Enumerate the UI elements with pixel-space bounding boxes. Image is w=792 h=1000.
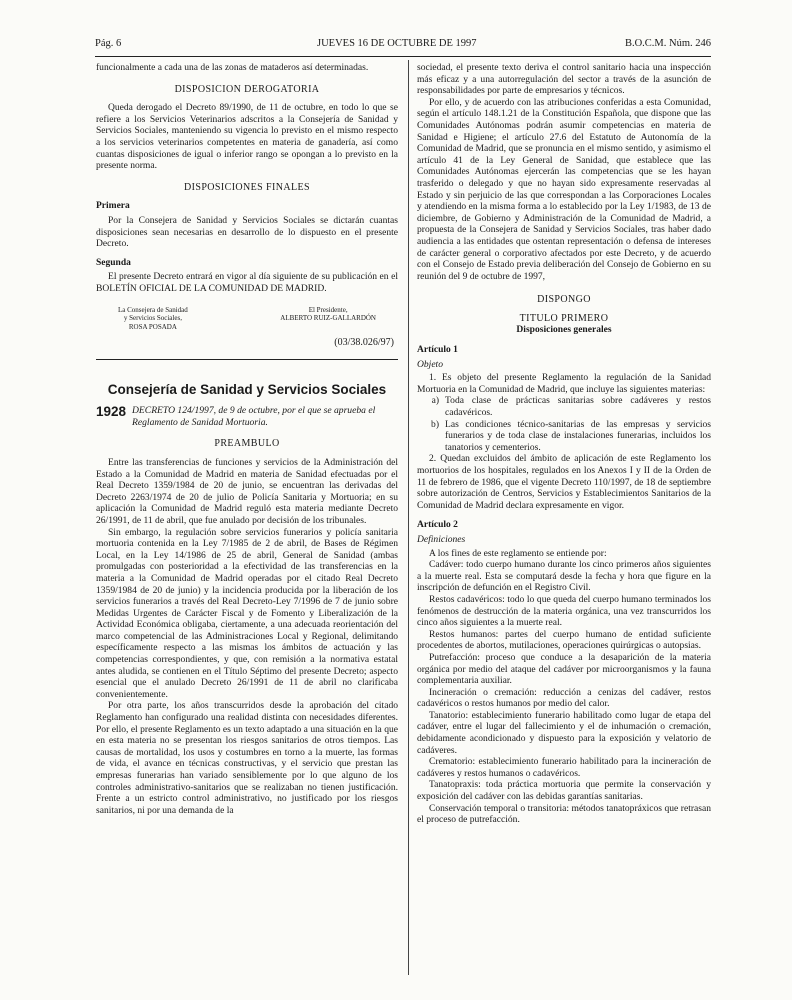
right-column (417, 62, 711, 826)
article-1-paragraph: 2. Quedan excluidos del ámbito de aplicación de este Reglamento los mortuorios de los hospitales, regulados en los Anexos I y II de la Orden de 11 de febrero de 1986, que el vigente Decreto 110/1997, de 18 de septiembre sobre autorización de Centros, Servicios y Establecimientos Sanitarios de la Comunidad de Madrid declara expresamente en vigor. (417, 453, 711, 511)
signature-line: El Presidente, (308, 305, 348, 314)
derogatoria-text: Queda derogado el Decreto 89/1990, de 11 de octubre, en todo lo que se refiere a los Servicios Veterinarios adscritos a la Consejería de Sanidad y Servicios Sociales, manteniendo su vigencia lo previsto en el mismo respecto a los servicios veterinarios competentes en materia de ganadería, así como cuantas disposiciones de igual o inferior rango se opongan a lo previsto en la presente norma. (96, 102, 398, 172)
list-item-label: a) (431, 395, 439, 407)
dispongo-heading: DISPONGO (537, 294, 591, 306)
signature-line: y Servicios Sociales, (123, 314, 182, 322)
preambulo-title: PREAMBULO (214, 438, 280, 450)
list-item-label: b) (431, 418, 439, 430)
list-item-text: Toda clase de prácticas sanitarias sobre cadáveres y restos cadavéricos. (445, 395, 711, 419)
decreto-title: DECRETO 124/1997, de 9 de octubre, por el que se aprueba el Reglamento de Sanidad Mortuoria. (132, 405, 376, 428)
decreto-number: 1928 (96, 404, 127, 420)
list-item-text: Las condiciones técnico-sanitarias de las empresas y servicios funerarios y de toda clase de instalaciones funerarias, incluidos los tanatorios y cementerios. (445, 418, 711, 453)
titulo-heading: TITULO PRIMERO (519, 312, 609, 324)
preambulo-paragraph: Por otra parte, los años transcurridos desde la aprobación del citado Reglamento han configurado una realidad distinta con necesidades diferentes. Por ello, el presente Reglamento es un texto adaptado a una situación en la que en esta materia no se presentan los riesgos sanitarios de otros tiempos. Las causas de mortalidad, los usos y costumbres en torno a la muerte, las formas de vida, el avance en técnicas constructivas, y el servicio que prestan las empresas funerarias han variado sensiblemente por lo que alguno de los controles administrativo-sanitarios que se realizaban no tienen justificación. Frente a un estricto control administrativo, no justificado por los riesgos sanitarios, ni por una demanda de la (96, 700, 398, 816)
titulo-subheading: Disposiciones generales (516, 324, 612, 336)
list-item (417, 395, 711, 418)
reference-code: (03/38.026/97) (334, 337, 394, 348)
article-1-paragraph: 1. Es objeto del presente Reglamento la regulación de la Sanidad Mortuoria en la Comunidad de Madrid, que incluye las siguientes materias: (417, 372, 711, 395)
column-divider (408, 60, 409, 975)
article-2-label: Artículo 2 (417, 520, 458, 531)
definition-paragraph: Putrefacción: proceso que conduce a la desaparición de la materia orgánica por medio del ataque del cadáver por microorganismos y la fauna complementaria auxiliar. (417, 651, 711, 687)
issue-date: JUEVES 16 DE OCTUBRE DE 1997 (317, 38, 477, 49)
page-number: Pág. 6 (95, 38, 122, 49)
primera-label: Primera (96, 201, 130, 212)
definition-paragraph: Restos humanos: partes del cuerpo humano de entidad suficiente procedentes de abortos, mutilaciones, operaciones quirúrgicas o autopsias. (417, 628, 711, 652)
header-rule (95, 56, 711, 57)
article-1-label: Artículo 1 (417, 345, 458, 356)
signature-presidente (280, 306, 376, 332)
definition-paragraph: Incineración o cremación: reducción a cenizas del cadáver, restos cadavéricos o restos humanos por medio del calor. (417, 686, 711, 710)
primera-text: Por la Consejera de Sanidad y Servicios Sociales se dictarán cuantas disposiciones sean necesarias en desarrollo de lo dispuesto en el presente Decreto. (96, 214, 398, 250)
signature-line: ALBERTO RUIZ-GALLARDÓN (280, 314, 376, 322)
finales-title: DISPOSICIONES FINALES (184, 181, 310, 193)
preambulo-paragraph: Sin embargo, la regulación sobre servicios funerarios y policía sanitaria mortuoria contenida en la Ley 7/1985 de 2 de abril, de Bases de Régimen Local, en la Ley 14/1986 de 25 de abril, General de Sanidad (ambas promulgadas con posterioridad a la efectividad de las transferencias en la materia a la Comunidad de Madrid operadas por el citado Real Decreto 1359/1984 de 20 de junio) y la incidencia producida por la liberación de los servicios funerarios a través del Real Decreto-Ley 7/1996 de 7 de junio sobre Medidas Urgentes de Carácter Fiscal y de Fomento y Liberalización de la Actividad Económica obligaba, ciertamente, a una adecuada reorientación del marco competencial de las Administraciones Local y Regional, delimitando específicamente respecto a las mismas los ámbitos de actuación y las competencias correspondientes, y que, con remisión a la normativa estatal antes aludida, se contienen en el Título Séptimo del presente Decreto; aspecto esencial que el anulado Decreto 26/1991 de 11 de abril no clarificaba convenientemente. (96, 526, 398, 700)
article-1-subtitle: Objeto (417, 358, 443, 370)
consejeria-heading: Consejería de Sanidad y Servicios Sociales (107, 381, 387, 397)
left-column (96, 62, 398, 816)
signature-consejera (118, 306, 188, 332)
page-header (95, 38, 711, 52)
decreto-heading (96, 405, 398, 428)
signatures (118, 306, 376, 332)
signature-line: La Consejera de Sanidad (118, 305, 188, 314)
body-paragraph: sociedad, el presente texto deriva el control sanitario hacia una inspección más eficaz y a una autorregulación del sector a través de la asunción de responsabilidades por parte de empresarios y técnicos. (417, 62, 711, 97)
definition-paragraph: Crematorio: establecimiento funerario habilitado para la incineración de cadáveres y restos humanos o cadavéricos. (417, 756, 711, 779)
article-2-intro: A los fines de este reglamento se entiende por: (429, 547, 607, 559)
segunda-text: El presente Decreto entrará en vigor al día siguiente de su publicación en el BOLETÍN OFICIAL DE LA COMUNIDAD DE MADRID. (96, 271, 398, 294)
list-item (417, 419, 711, 454)
signature-line: ROSA POSADA (128, 322, 177, 331)
intro-text: funcionalmente a cada una de las zonas de mataderos así determinadas. (96, 62, 369, 73)
derogatoria-title: DISPOSICION DEROGATORIA (174, 83, 320, 95)
definition-paragraph: Conservación temporal o transitoria: métodos tanatopráxicos que retrasan el proceso de putrefacción. (417, 802, 711, 826)
segunda-label: Segunda (96, 257, 131, 268)
body-paragraph: Por ello, y de acuerdo con las atribuciones conferidas a esta Comunidad, según el artículo 148.1.21 de la Constitución Española, que dispone que las Comunidades Autónomas podrán asumir competencias en materia de Sanidad e Higiene; el artículo 27.6 del Estatuto de Autonomía de la Comunidad de Madrid, que se pronuncia en el mismo sentido, y asimismo el artículo 41 de la Ley General de Sanidad, que establece que las Comunidades Autónomas ejercerán las competencias que se les hayan trasferido o delegado y que no hayan sido expresamente reservadas al Estado y sin perjuicio de las que correspondan a las Corporaciones Locales y atendiendo en la misma forma a lo establecido por la Ley 1/1983, de 13 de diciembre, de Gobierno y Administración de la Comunidad de Madrid, a propuesta de la Consejera de Sanidad y Servicios Sociales, tras haber dado audiencia a las entidades que ostentan representación o defensa de intereses de carácter general o corporativo afectados por este Decreto, y de acuerdo con el Consejo de Estado previa deliberación del Consejo de Gobierno en su reunión del 9 de octubre de 1997, (417, 96, 711, 282)
definition-paragraph: Restos cadavéricos: todo lo que queda del cuerpo humano terminados los fenómenos de destrucción de la materia orgánica, una vez transcurridos los cinco años siguientes a la muerte real. (417, 593, 711, 629)
article-2-subtitle: Definiciones (417, 533, 466, 545)
journal-issue: B.O.C.M. Núm. 246 (624, 38, 711, 49)
definition-paragraph: Tanatorio: establecimiento funerario habilitado como lugar de etapa del cadáver, entre el lugar del fallecimiento y el de inhumación o cremación, debidamente acondicionado y dispuesto para la exposición y velatorio de cadáveres. (417, 709, 711, 756)
definition-paragraph: Cadáver: todo cuerpo humano durante los cinco primeros años siguientes a la muerte real. Esta se computará desde la fecha y hora que figure en la inscripción de defunción en el Registro Civil. (417, 559, 711, 594)
definition-paragraph: Tanatopraxis: toda práctica mortuoria que permite la conservación y exposición del cadáver con las debidas garantías sanitarias. (417, 779, 711, 803)
preambulo-paragraph: Entre las transferencias de funciones y servicios de la Administración del Estado a la Comunidad de Madrid en materia de Sanidad efectuadas por el Real Decreto 1359/1984 de 20 de junio, se encuentran las derivadas del Decreto 2263/1974 de 20 de julio de Policía Sanitaria y Mortuoria; en su aplicación la Comunidad de Madrid reguló esta materia mediante Decreto 26/1991, de 11 de abril, que fue anulado por decisión de los tribunales. (96, 456, 398, 526)
section-rule (96, 359, 398, 360)
